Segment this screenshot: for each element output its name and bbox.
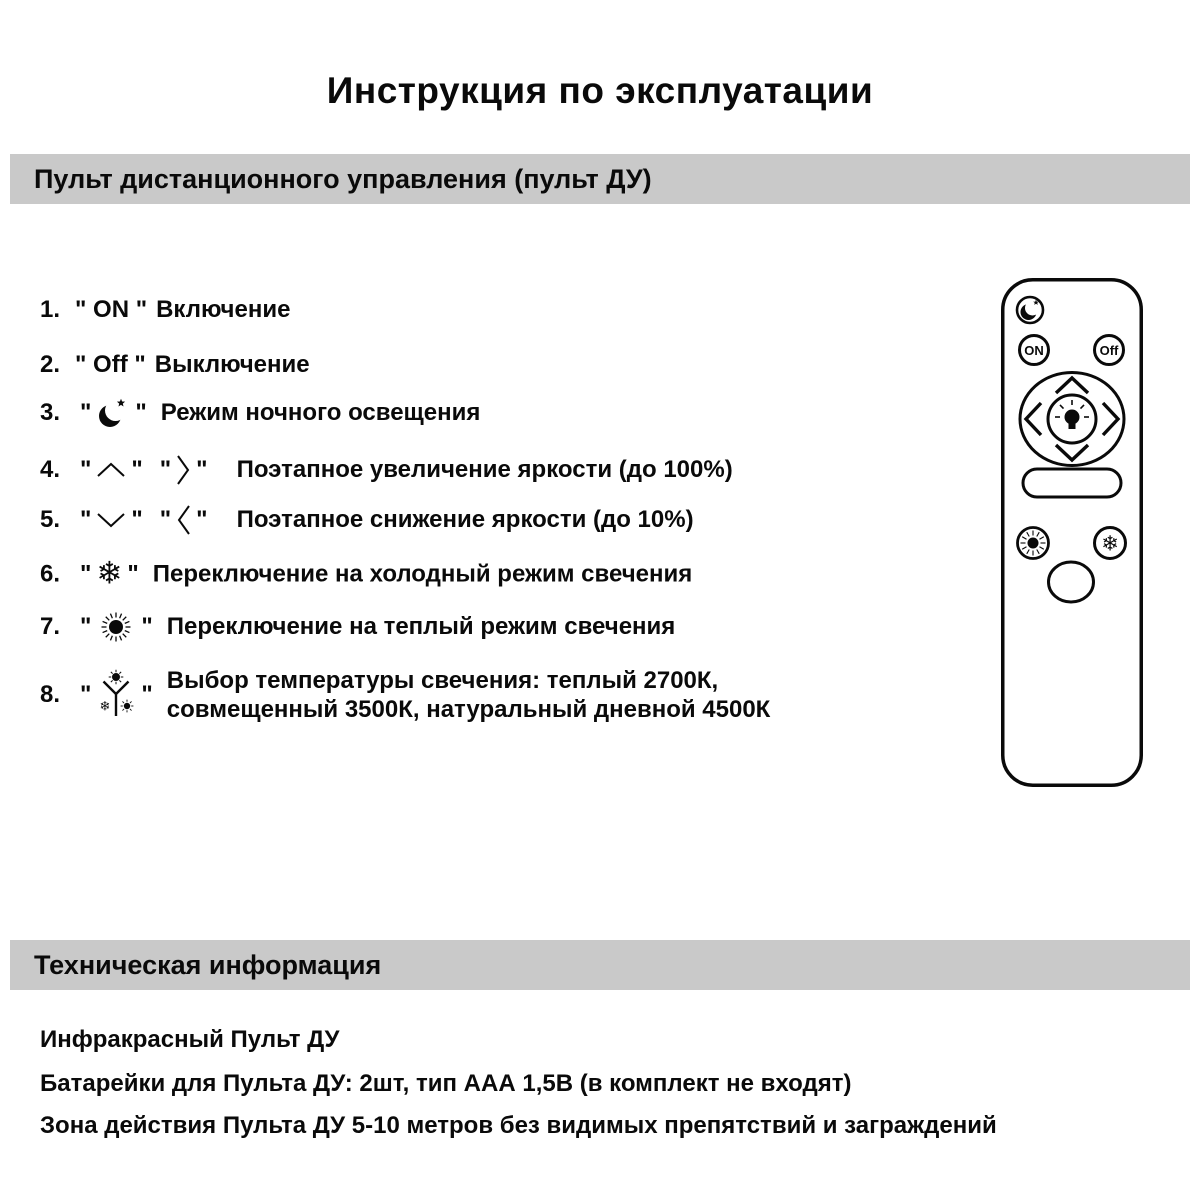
quote-mark: " — [141, 613, 153, 640]
quote-mark: " — [131, 506, 143, 533]
button-symbol: " ON " — [75, 296, 148, 323]
item-number: 4. — [40, 456, 61, 483]
section-header-remote-label: Пульт дистанционного управления (пульт ДУ) — [34, 163, 652, 194]
list-item — [40, 454, 733, 486]
item-label: Поэтапное увеличение яркости (до 100%) — [236, 456, 733, 483]
section-header-tech-label: Техническая информация — [34, 949, 382, 980]
quote-mark: " — [131, 456, 143, 483]
warm-mode-button — [1018, 528, 1049, 559]
quote-mark: " — [80, 506, 92, 533]
section-header-remote — [10, 154, 1190, 204]
on-button-label: ON — [1024, 343, 1044, 358]
quote-mark: " — [159, 456, 172, 483]
item-label-line1: Выбор температуры свечения: теплый 2700К, — [166, 667, 719, 694]
mini-snowflake-icon: ❄ — [99, 699, 111, 715]
snowflake-icon: ❄ — [96, 555, 123, 592]
chevron-down-icon — [96, 512, 126, 528]
tech-info-line: Батарейки для Пульта ДУ: 2шт, тип ААА 1,5В (в комплект не входят) — [40, 1070, 852, 1097]
quote-mark: " — [80, 399, 92, 426]
chevron-right-icon — [176, 454, 191, 486]
quote-mark: " — [80, 456, 92, 483]
quote-mark: " — [80, 681, 92, 708]
tech-info-line: Зона действия Пульта ДУ 5-10 метров без видимых препятствий и заграждений — [40, 1112, 997, 1139]
color-temperature-icon — [96, 669, 136, 721]
list-item — [40, 504, 694, 536]
indicator-window — [1023, 469, 1121, 497]
list-item — [40, 607, 675, 647]
item-label: Выключение — [154, 351, 310, 378]
item-label: Переключение на холодный режим свечения — [152, 560, 693, 587]
item-label: Включение — [156, 296, 291, 323]
list-item — [40, 351, 310, 379]
quote-mark: " — [196, 456, 208, 483]
item-number: 3. — [40, 399, 61, 426]
quote-mark: " — [135, 399, 147, 426]
list-item — [40, 555, 693, 592]
item-number: 8. — [40, 681, 61, 708]
page-title: Инструкция по эксплуатации — [326, 70, 874, 111]
list-item — [40, 395, 480, 431]
quote-mark: " — [141, 681, 153, 708]
item-label-line2: совмещенный 3500К, натуральный дневной 4500К — [166, 696, 771, 723]
section-header-tech — [10, 940, 1190, 990]
item-label: Переключение на теплый режим свечения — [166, 613, 676, 640]
list-item — [40, 666, 770, 724]
quote-mark: " — [196, 506, 208, 533]
remote-control-illustration — [1001, 278, 1143, 787]
item-number: 1. — [40, 296, 61, 323]
item-number: 5. — [40, 506, 61, 533]
list-item — [40, 296, 290, 324]
item-label: Режим ночного освещения — [160, 399, 481, 426]
tech-info-line: Инфракрасный Пульт ДУ — [40, 1026, 340, 1053]
chevron-left-icon — [176, 504, 191, 536]
sun-icon — [96, 607, 136, 647]
item-number: 6. — [40, 560, 61, 587]
item-number: 7. — [40, 613, 61, 640]
item-label — [167, 666, 771, 724]
quote-mark: " — [159, 506, 172, 533]
moon-star-icon — [96, 395, 130, 431]
snowflake-icon: ❄ — [1101, 531, 1119, 556]
item-number: 2. — [40, 351, 61, 378]
item-label: Поэтапное снижение яркости (до 10%) — [236, 506, 694, 533]
off-button-label: Off — [1099, 343, 1119, 358]
quote-mark: " — [80, 560, 92, 587]
quote-mark: " — [127, 560, 139, 587]
quote-mark: " — [80, 613, 92, 640]
chevron-up-icon — [96, 462, 126, 478]
button-symbol: " Off " — [75, 351, 146, 378]
